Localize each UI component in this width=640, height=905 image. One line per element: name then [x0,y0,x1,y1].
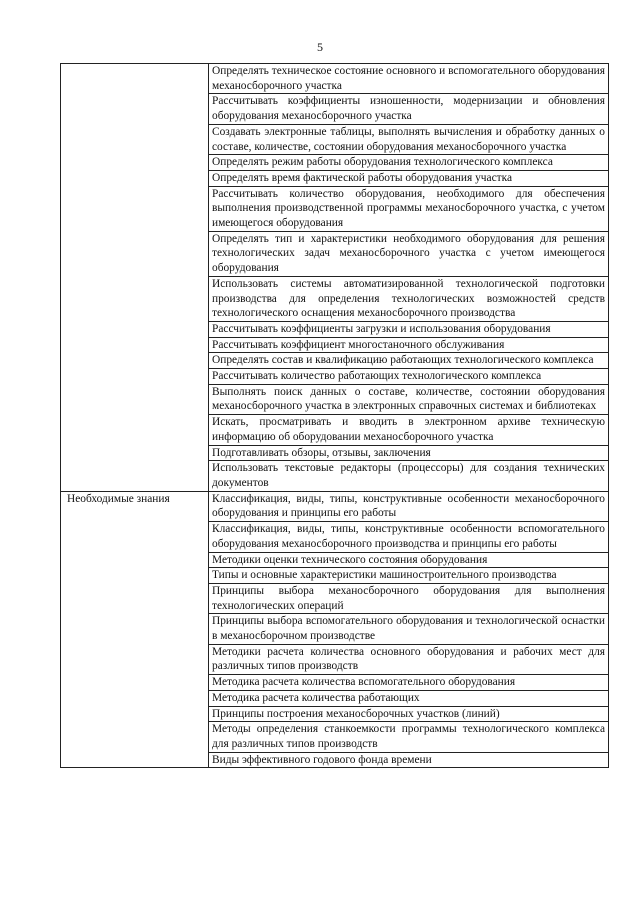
requirement-item: Определять режим работы оборудования технологического комплекса [209,155,609,171]
requirement-item: Рассчитывать коэффициенты изношенности, модернизации и обновления оборудования механосборочного участка [209,94,609,124]
requirement-item: Выполнять поиск данных о составе, количестве, состоянии оборудования механосборочного участка в электронных справочных системах и библиотеках [209,384,609,414]
table-row [61,491,609,521]
requirement-item: Создавать электронные таблицы, выполнять вычисления и обработку данных о составе, количестве, состоянии оборудования механосборочного участка [209,124,609,154]
requirement-item: Рассчитывать коэффициент многостаночного обслуживания [209,337,609,353]
requirement-item: Классификация, виды, типы, конструктивные особенности вспомогательного оборудования механосборочного производства и принципы его работы [209,522,609,552]
requirement-item: Методики расчета количества основного оборудования и рабочих мест для различных типов производств [209,644,609,674]
requirement-item: Методики оценки технического состояния оборудования [209,552,609,568]
requirement-item: Принципы выбора механосборочного оборудования для выполнения технологических операций [209,583,609,613]
section-label: Необходимые знания [61,491,209,768]
requirement-item: Подготавливать обзоры, отзывы, заключения [209,445,609,461]
requirement-item: Методы определения станкоемкости программы технологического комплекса для различных типов производств [209,722,609,752]
requirement-item: Принципы построения механосборочных участков (линий) [209,706,609,722]
requirement-item: Классификация, виды, типы, конструктивные особенности механосборочного оборудования и принципы его работы [209,491,609,521]
requirement-item: Определять тип и характеристики необходимого оборудования для решения технологических задач механосборочного участка с учетом имеющегося оборудования [209,231,609,276]
requirements-table-body [61,64,609,768]
table-row [61,64,609,94]
section-label [61,64,209,492]
requirement-item: Виды эффективного годового фонда времени [209,752,609,768]
requirement-item: Использовать текстовые редакторы (процессоры) для создания технических документов [209,461,609,491]
requirement-item: Методика расчета количества работающих [209,690,609,706]
requirement-item: Рассчитывать количество работающих технологического комплекса [209,369,609,385]
requirement-item: Типы и основные характеристики машиностроительного производства [209,568,609,584]
requirement-item: Принципы выбора вспомогательного оборудования и технологической оснастки в механосборочном производстве [209,614,609,644]
page-number: 5 [317,40,323,54]
requirement-item: Методика расчета количества вспомогательного оборудования [209,675,609,691]
requirement-item: Рассчитывать количество оборудования, необходимого для обеспечения выполнения производственной программы механосборочного участка, с учетом имеющегося оборудования [209,186,609,231]
requirement-item: Определять состав и квалификацию работающих технологического комплекса [209,353,609,369]
requirement-item: Определять техническое состояние основного и вспомогательного оборудования механосборочного участка [209,64,609,94]
requirement-item: Определять время фактической работы оборудования участка [209,170,609,186]
requirements-table [60,63,609,768]
requirement-item: Рассчитывать коэффициенты загрузки и использования оборудования [209,321,609,337]
requirement-item: Искать, просматривать и вводить в электронном архиве техническую информацию об оборудовании механосборочного участка [209,415,609,445]
requirement-item: Использовать системы автоматизированной технологической подготовки производства для определения технологических возможностей средств технологического оснащения механосборочного производства [209,276,609,321]
